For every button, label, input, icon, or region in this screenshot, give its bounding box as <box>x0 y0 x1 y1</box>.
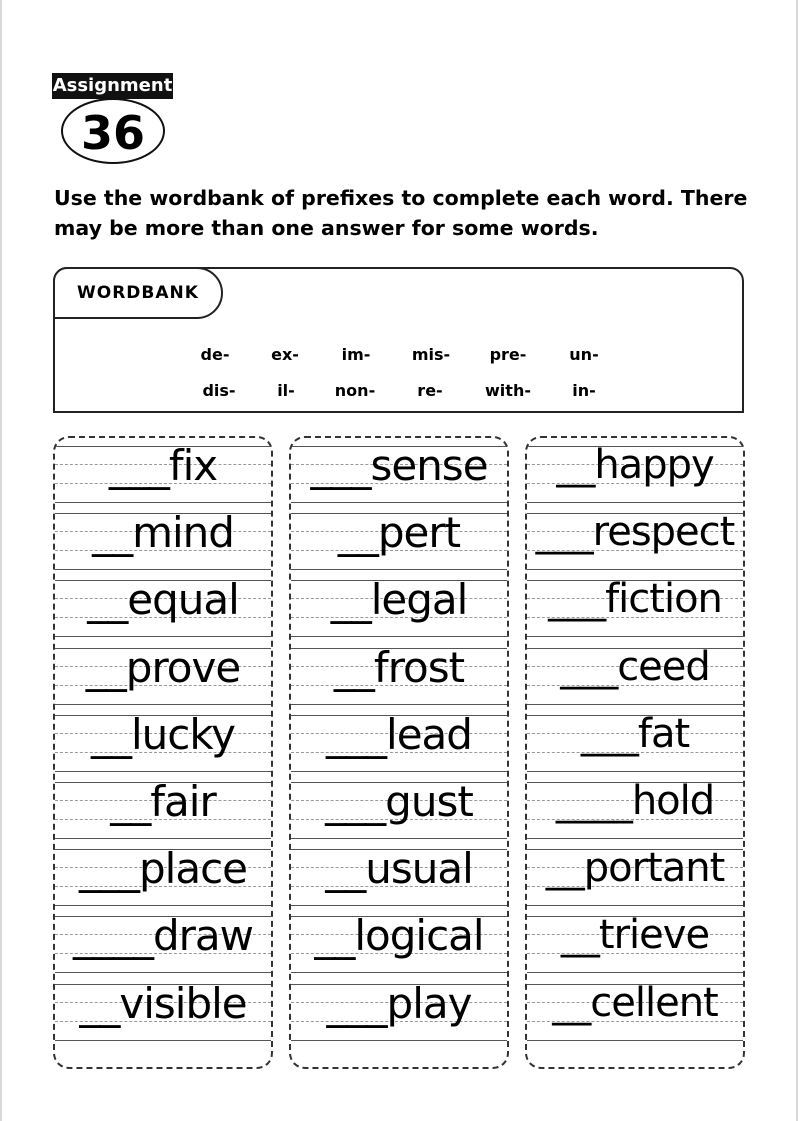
word-item: ____hold <box>555 778 715 824</box>
assignment-label: Assignment <box>52 73 173 99</box>
writing-guide-line <box>55 1040 271 1041</box>
word-item: __visible <box>79 978 247 1028</box>
word-item: __trieve <box>560 912 710 959</box>
word-item: __prove <box>85 642 241 692</box>
word-item: __happy <box>556 442 714 488</box>
word-column-1 <box>53 436 273 1069</box>
word-item: __lucky <box>90 709 236 759</box>
wordbank-title: WORDBANK <box>53 267 223 319</box>
prefix-im: im- <box>341 345 371 364</box>
word-column-2 <box>289 436 509 1069</box>
word-item: ___gust <box>325 777 473 826</box>
word-item: ___place <box>79 844 247 894</box>
prefix-ex: ex- <box>271 345 299 364</box>
prefix-de: de- <box>200 345 230 364</box>
word-item: ___fiction <box>548 576 722 623</box>
word-item: ___fat <box>580 710 690 757</box>
assignment-number: 36 <box>61 98 165 164</box>
word-item: ___play <box>326 978 472 1028</box>
page-edge-left <box>0 0 2 1121</box>
prefix-il: il- <box>277 381 295 400</box>
word-item: __cellent <box>552 979 718 1026</box>
word-item: __equal <box>87 575 239 625</box>
prefix-dis: dis- <box>202 381 236 400</box>
word-item: __portant <box>545 845 725 892</box>
word-item: ___fix <box>108 441 218 490</box>
word-column-3 <box>525 436 745 1069</box>
word-item: __frost <box>333 642 465 692</box>
word-item: ____draw <box>72 911 253 961</box>
writing-guide-line <box>527 1040 743 1041</box>
word-item: __logical <box>314 911 484 961</box>
word-item: __fair <box>110 777 216 826</box>
wordbank-box <box>53 267 744 413</box>
word-item: __legal <box>330 575 468 625</box>
prefix-un: un- <box>569 345 599 364</box>
word-item: ___ceed <box>560 643 710 690</box>
word-item: __mind <box>92 508 234 558</box>
prefix-pre: pre- <box>489 345 527 364</box>
word-item: __usual <box>325 844 473 894</box>
word-item: ___lead <box>326 709 472 759</box>
prefix-non: non- <box>334 381 376 400</box>
prefix-re: re- <box>417 381 443 400</box>
word-item: ___respect <box>535 509 735 556</box>
instructions: Use the wordbank of prefixes to complete each word. There may be more than one answer for some words. <box>54 186 748 240</box>
word-item: __pert <box>337 508 461 558</box>
writing-guide-line <box>291 1040 507 1041</box>
word-item: ___sense <box>310 441 488 490</box>
prefix-with: with- <box>485 381 531 400</box>
prefix-mis: mis- <box>411 345 451 364</box>
prefix-in: in- <box>572 381 596 400</box>
